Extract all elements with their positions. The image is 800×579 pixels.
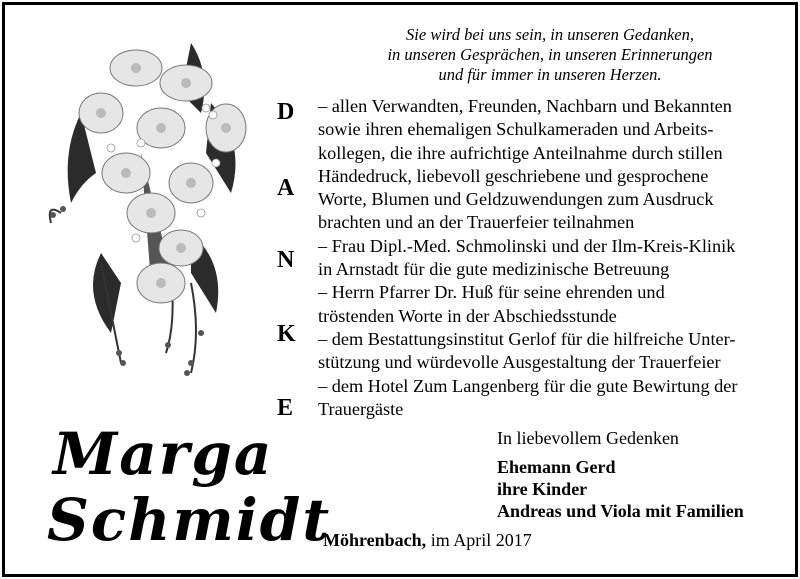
danke-letter: D: [277, 99, 295, 125]
danke-letter: K: [277, 321, 296, 347]
quote-line: und für immer in unseren Herzen.: [438, 65, 662, 84]
family-line: Andreas und Viola mit Familien: [497, 501, 744, 521]
thanks-line: tröstenden Worte in der Abschiedsstunde: [318, 305, 617, 326]
thanks-item: [318, 235, 796, 282]
deceased-last-name: Schmidt: [47, 486, 332, 554]
thanks-line: sowie ihren ehemaligen Schulkameraden und Arbeits-: [318, 119, 714, 140]
closing-phrase: In liebevollem Gedenken: [497, 428, 679, 448]
thanks-item: [318, 328, 796, 375]
family-line: ihre Kinder: [497, 479, 588, 499]
thanks-line: in Arnstadt für die gute medizinische Betreuung: [318, 259, 670, 280]
quote-line: Sie wird bei uns sein, in unseren Gedanken,: [406, 25, 694, 44]
place-date: im April 2017: [430, 530, 532, 550]
thanks-line: – dem Hotel Zum Langenberg für die gute Bewirtung der: [318, 375, 738, 396]
thanks-line: – Herrn Pfarrer Dr. Huß für seine ehrenden und: [318, 282, 665, 303]
danke-letter: N: [277, 247, 295, 273]
thanks-line: – dem Bestattungsinstitut Gerlof für die hilfreiche Unter-: [318, 328, 736, 349]
thanks-line: – allen Verwandten, Freunden, Nachbarn und Bekannten: [318, 96, 732, 116]
danke-letter: A: [277, 175, 295, 201]
thanks-line: brachten und an der Trauerfeier teilnahmen: [318, 212, 635, 233]
thanks-list: [318, 95, 796, 421]
family-line: Ehemann Gerd: [497, 457, 616, 477]
obituary-notice: [2, 2, 798, 577]
thanks-line: Worte, Blumen und Geldzuwendungen zum Ausdruck: [318, 189, 714, 210]
thanks-line: Trauergäste: [318, 398, 404, 419]
orchid-bouquet-icon: [41, 33, 261, 393]
deceased-first-name: Marga: [53, 420, 274, 488]
memorial-quote: [305, 25, 795, 85]
thanks-line: stützung und würdevolle Ausgestaltung der Trauerfeier: [318, 352, 721, 373]
thanks-item: [318, 281, 796, 328]
danke-letter: E: [277, 395, 294, 421]
thanks-item: [318, 95, 796, 235]
thanks-item: [318, 375, 796, 422]
quote-line: in unseren Gesprächen, in unseren Erinnerungen: [387, 45, 713, 64]
thanks-line: – Frau Dipl.-Med. Schmolinski und der Ilm-Kreis-Klinik: [318, 235, 736, 256]
thanks-line: kollegen, die ihre aufrichtige Anteilnahme durch stillen: [318, 142, 723, 163]
family-signature: [497, 456, 744, 522]
thanks-line: Händedruck, liebevoll geschriebene und gesprochene: [318, 165, 709, 186]
place-town: Möhrenbach,: [323, 530, 427, 550]
place-and-date: [323, 530, 532, 551]
